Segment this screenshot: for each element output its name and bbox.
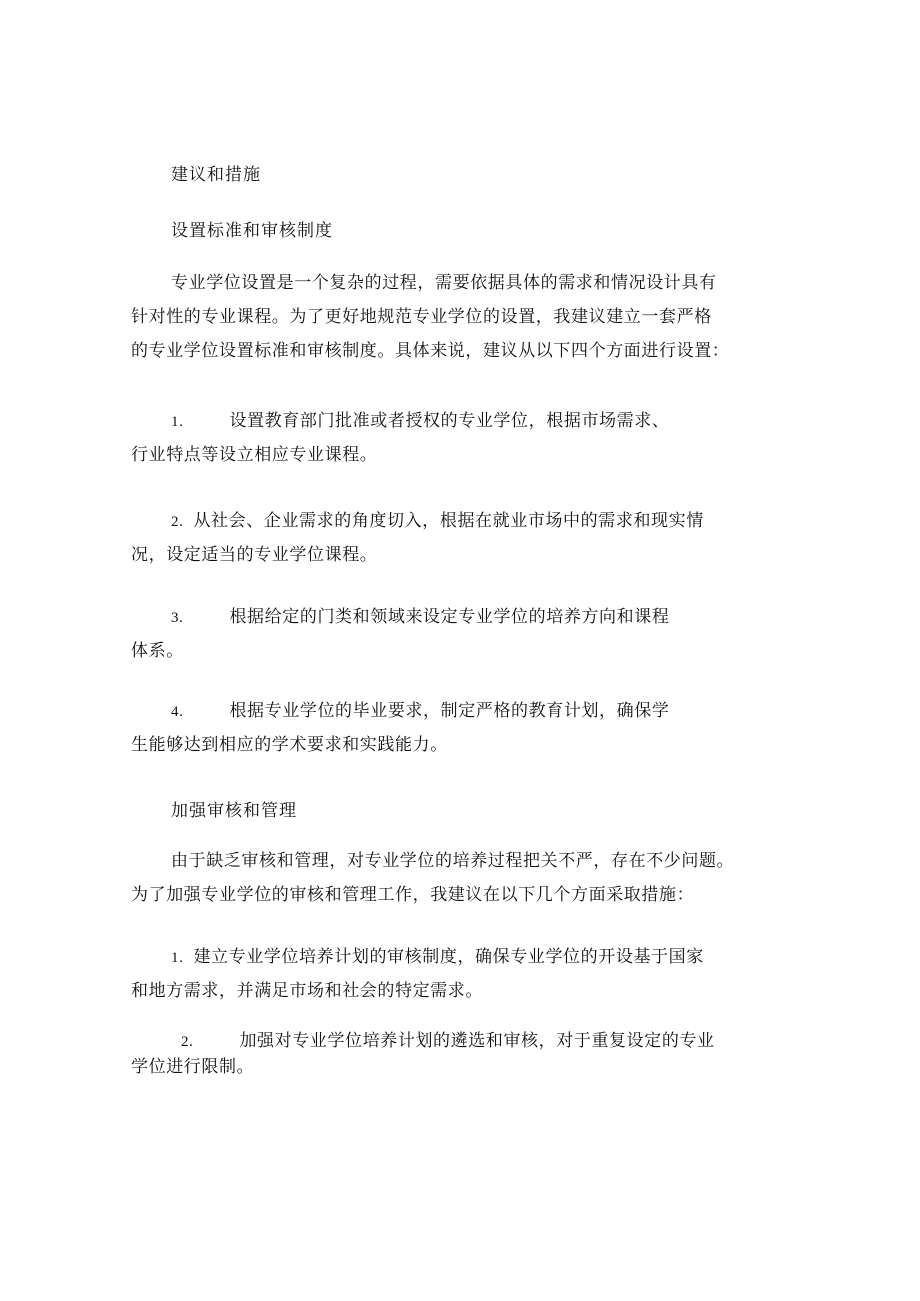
list-item-text: 从社会、企业需求的角度切入，根据在就业市场中的需求和现实情 [193,511,704,531]
list-item-text: 设置教育部门批准或者授权的专业学位，根据市场需求、 [229,411,670,431]
list-number: 1. [171,950,184,966]
list-item-text-continued: 行业特点等设立相应专业课程。 [131,445,378,465]
list-item-text: 根据专业学位的毕业要求，制定严格的教育计划，确保学 [229,701,670,721]
list-item-text-continued: 体系。 [131,641,184,661]
subheading-standards: 设置标准和审核制度 [171,221,333,241]
list-item-text-continued: 况，设定适当的专业学位课程。 [131,545,378,565]
list-item-text: 加强对专业学位培养计划的遴选和审核，对于重复设定的专业 [239,1031,715,1051]
list-item-text-continued: 学位进行限制。 [131,1057,255,1077]
list-item [131,694,791,762]
list-item-text-continued: 和地方需求，并满足市场和社会的特定需求。 [131,981,483,1001]
list-number: 3. [171,610,184,626]
list-number: 4. [171,704,184,720]
list-item-text: 建立专业学位培养计划的审核制度，确保专业学位的开设基于国家 [193,947,704,967]
subheading-review-management: 加强审核和管理 [171,801,297,821]
list-item [131,504,791,572]
list-number: 2. [181,1034,194,1050]
intro2-line-2: 为了加强专业学位的审核和管理工作，我建议在以下几个方面采取措施： [131,885,695,905]
intro-paragraph [131,266,791,368]
intro-line-1: 专业学位设置是一个复杂的过程，需要依据具体的需求和情况设计具有 [171,273,717,293]
intro-line-2: 针对性的专业课程。为了更好地规范专业学位的设置，我建议建立一套严格 [131,307,712,327]
intro2-paragraph [131,844,791,912]
list-number: 1. [171,414,184,430]
list-item-text: 根据给定的门类和领域来设定专业学位的培养方向和课程 [229,607,670,627]
intro2-line-1: 由于缺乏审核和管理，对专业学位的培养过程把关不严，存在不少问题。 [171,851,735,871]
list-number: 2. [171,514,184,530]
section-heading-recommendations: 建议和措施 [171,165,261,185]
list-item [131,940,791,1008]
list-item [131,1024,791,1084]
list-item [131,404,791,472]
list-item [131,600,791,668]
intro-line-3: 的专业学位设置标准和审核制度。具体来说，建议从以下四个方面进行设置： [131,341,730,361]
list-item-text-continued: 生能够达到相应的学术要求和实践能力。 [131,735,448,755]
